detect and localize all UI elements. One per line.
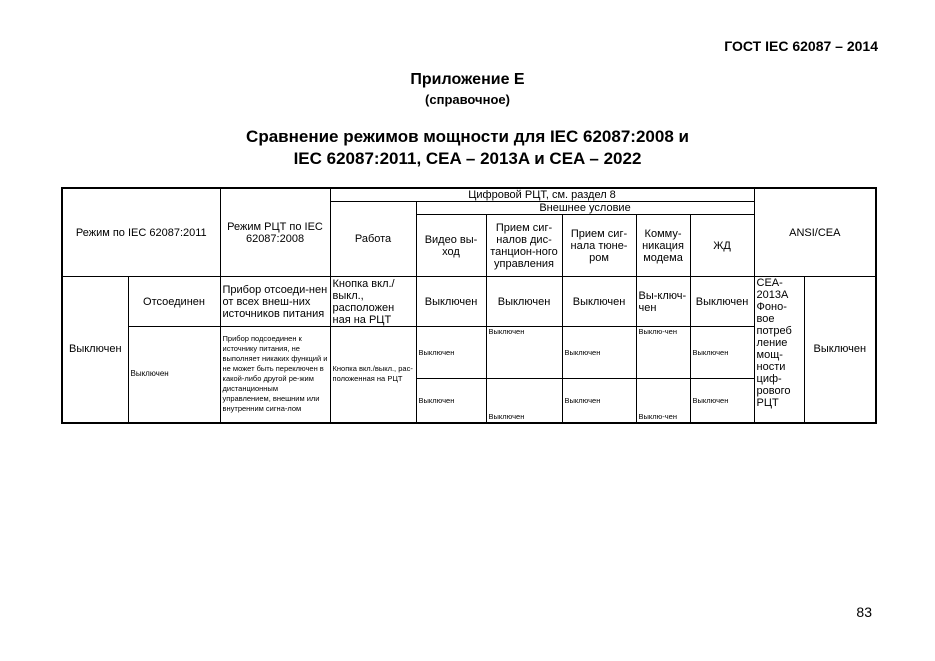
r2-description: Прибор подсоединен к источнику питания, не выполняет никаких функций и не может быть переключен в какой-либо другой ре-жим дистанционным управлением, внешним или внутренним сигна-лом (220, 327, 330, 423)
cea-2013a-label: CEA-2013A Фоно-вое потреб ление мощ-ности циф-рового РЦТ (754, 277, 804, 423)
header-video-output: Видео вы-ход (416, 215, 486, 277)
r1-work: Кнопка вкл./выкл., расположен ная на РЦТ (330, 277, 416, 327)
r2-tuner-b: Выключен (562, 379, 636, 423)
header-digital-tv: Цифровой РЦТ, см. раздел 8 (330, 188, 754, 202)
r2-rail-a: Выключен (690, 327, 754, 379)
header-mode-2008: Режим РЦТ по IEC 62087:2008 (220, 188, 330, 277)
r1-modem: Вы-ключ-чен (636, 277, 690, 327)
power-modes-table (61, 187, 877, 424)
r1-description: Прибор отсоеди-нен от всех внеш-них источников питания (220, 277, 330, 327)
page-number: 83 (856, 604, 872, 620)
header-external-condition: Внешнее условие (416, 202, 754, 215)
r2-modem-a: Выклю-чен (636, 327, 690, 379)
r2-rail-b: Выключен (690, 379, 754, 423)
r2-remote-a: Выключен (486, 327, 562, 379)
header-modem: Комму-никация модема (636, 215, 690, 277)
header-tuner-signal: Прием сиг-нала тюне-ром (562, 215, 636, 277)
header-mode-2011: Режим по IEC 62087:2011 (62, 188, 220, 277)
document-title (0, 126, 935, 170)
r2-work: Кнопка вкл./выкл., рас-положенная на РЦТ (330, 327, 416, 423)
r1-mode: Отсоединен (128, 277, 220, 327)
standard-designation: ГОСТ IEC 62087 – 2014 (724, 38, 878, 54)
r2-mode: Выключен (128, 327, 220, 423)
cea-value: Выключен (804, 277, 876, 423)
annex-title: Приложение Е (410, 71, 525, 88)
annex-subtitle: (справочное) (425, 92, 510, 107)
header-ansi-cea: ANSI/CEA (754, 188, 876, 277)
r2-modem-b: Выклю-чен (636, 379, 690, 423)
title-line-2: IEC 62087:2011, CEA – 2013A и CEA – 2022 (293, 149, 642, 168)
title-line-1: Сравнение режимов мощности для IEC 62087:2008 и (246, 127, 689, 146)
r1-rail: Выключен (690, 277, 754, 327)
r2-remote-b: Выключен (486, 379, 562, 423)
header-rail: ЖД (690, 215, 754, 277)
r2-tuner-a: Выключен (562, 327, 636, 379)
header-remote-signal: Прием сиг-налов дис-танцион-ного управления (486, 215, 562, 277)
r1-tuner: Выключен (562, 277, 636, 327)
r1-video: Выключен (416, 277, 486, 327)
r1-remote: Выключен (486, 277, 562, 327)
r2-video-a: Выключен (416, 327, 486, 379)
row-main-mode: Выключен (62, 277, 128, 423)
header-work: Работа (330, 202, 416, 277)
r2-video-b: Выключен (416, 379, 486, 423)
